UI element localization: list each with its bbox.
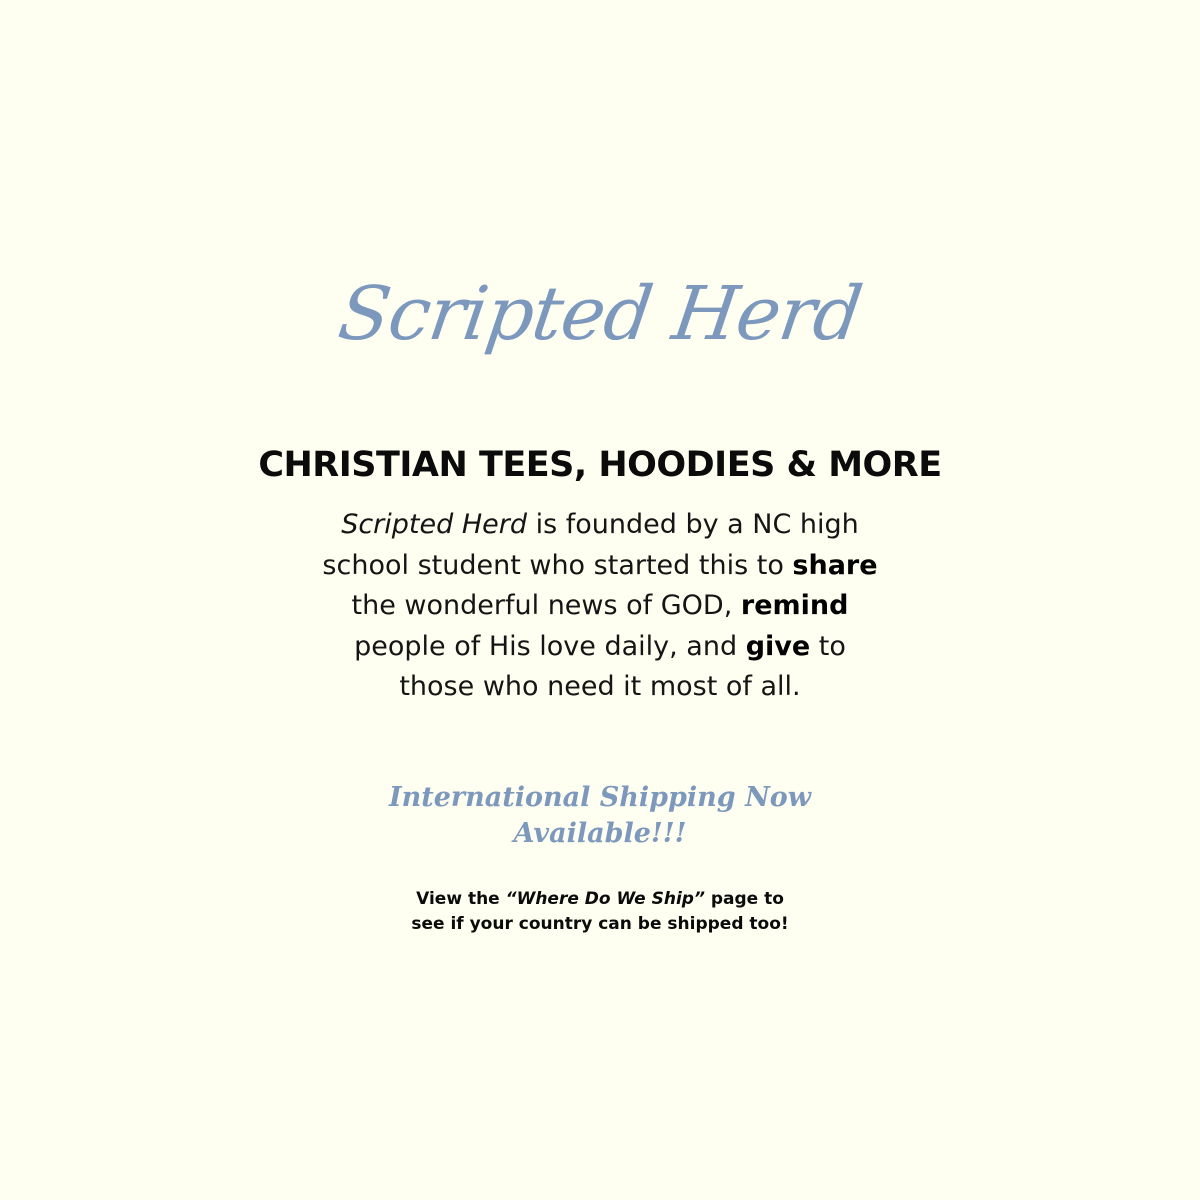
about-description — [320, 505, 880, 708]
shipping-note — [400, 887, 800, 936]
brand-reference: Scripted Herd — [341, 509, 527, 540]
shipping-note-suffix: page to see if your country can be shipped too! — [411, 889, 789, 934]
shipping-banner: International Shipping Now Available!!! — [388, 782, 812, 849]
emphasis-remind: remind — [740, 590, 849, 621]
description-text-2: the wonderful news of GOD, — [351, 590, 741, 621]
description-text-4: to those who need it most of all. — [399, 630, 846, 702]
where-do-we-ship-page-ref: “Where Do We Ship” — [505, 889, 705, 909]
description-text-1: is founded by a NC high school student who started this to — [322, 509, 859, 581]
brand-logo: Scripted Herd — [333, 271, 867, 357]
emphasis-give: give — [745, 630, 811, 662]
page-headline: CHRISTIAN TEES, HOODIES & MORE — [258, 445, 942, 485]
shipping-note-prefix: View the — [416, 889, 506, 909]
description-text-3: people of His love daily, and — [354, 630, 746, 662]
emphasis-share: share — [792, 549, 878, 581]
